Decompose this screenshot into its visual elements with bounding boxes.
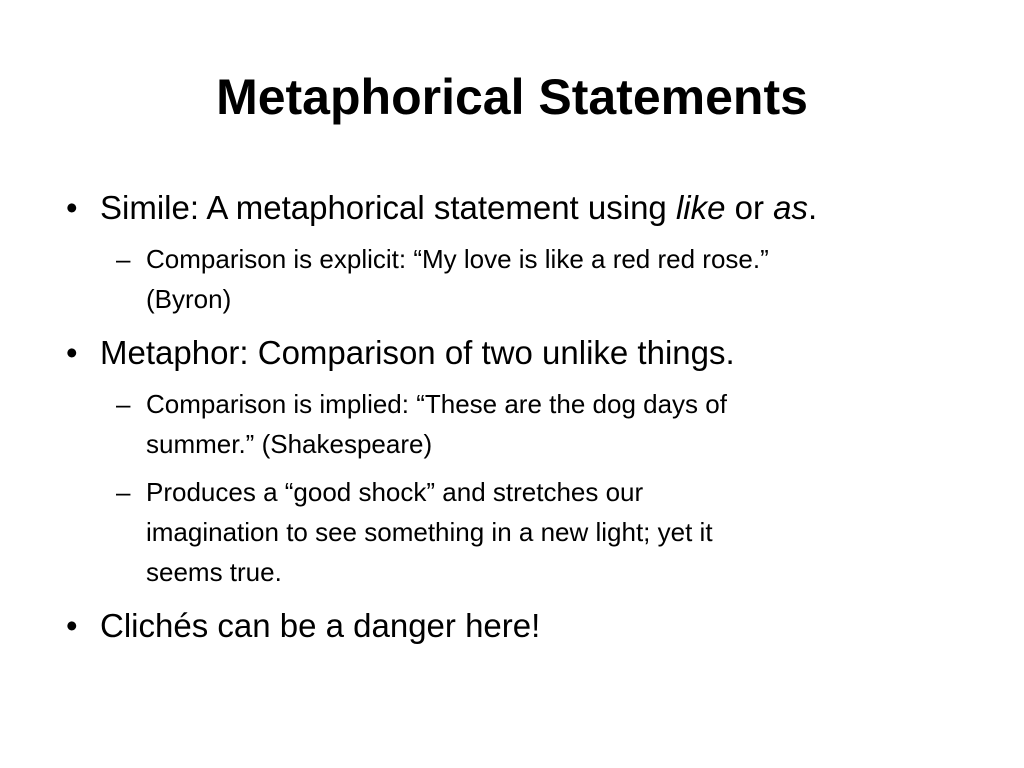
bullet-marker: • bbox=[66, 189, 78, 226]
bullet-cliches: Clichés can be a danger here! bbox=[100, 607, 541, 644]
bullet-metaphor: Metaphor: Comparison of two unlike things. bbox=[100, 334, 735, 371]
sub-bullet-line: Produces a “good shock” and stretches our bbox=[146, 477, 644, 507]
bullet-simile bbox=[100, 186, 817, 230]
sub-bullet-line: Comparison is explicit: “My love is like a red red rose.” bbox=[146, 244, 769, 274]
sub-bullet-line: imagination to see something in a new light; yet it bbox=[146, 517, 713, 547]
bullet-italic-like: like bbox=[675, 189, 726, 226]
sub-bullet-marker: – bbox=[116, 244, 131, 274]
bullet-marker: • bbox=[66, 607, 78, 644]
bullet-italic-as: as bbox=[773, 189, 809, 226]
sub-bullet-metaphor-example bbox=[146, 384, 966, 464]
bullet-text: . bbox=[808, 189, 818, 226]
sub-bullet-metaphor-effect bbox=[146, 472, 966, 592]
bullet-text: Simile: A metaphorical statement using bbox=[100, 189, 676, 226]
bullet-marker: • bbox=[66, 334, 78, 371]
bullet-text: or bbox=[725, 189, 774, 226]
sub-bullet-line: Comparison is implied: “These are the dog days of bbox=[146, 389, 727, 419]
sub-bullet-simile-example bbox=[146, 239, 966, 319]
sub-bullet-line: (Byron) bbox=[146, 284, 232, 314]
slide-title: Metaphorical Statements bbox=[216, 69, 808, 125]
sub-bullet-marker: – bbox=[116, 389, 131, 419]
sub-bullet-line: summer.” (Shakespeare) bbox=[146, 429, 433, 459]
sub-bullet-marker: – bbox=[116, 477, 131, 507]
sub-bullet-line: seems true. bbox=[146, 557, 282, 587]
